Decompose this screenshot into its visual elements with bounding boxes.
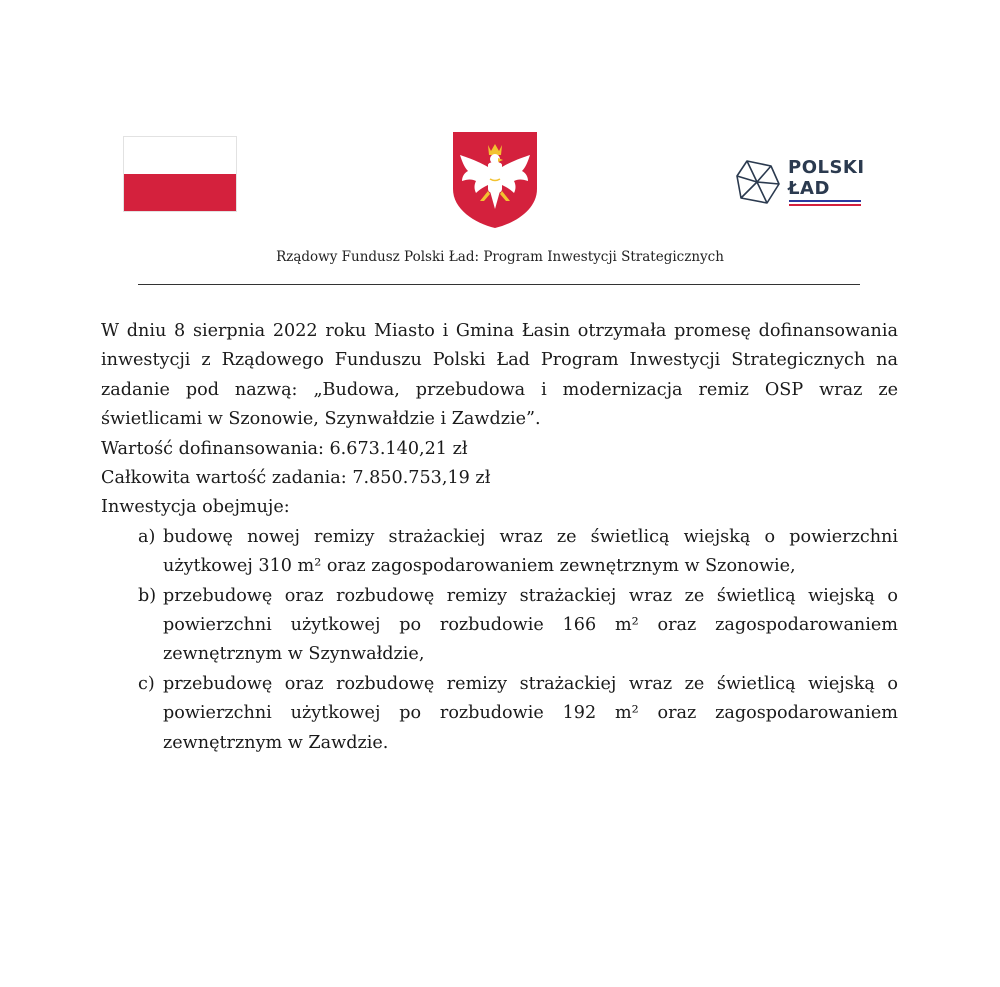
list-item-text: przebudowę oraz rozbudowę remizy strażackiej wraz ze świetlicą wiejską o powierzchni użytkowej po rozbudowie 166 m² oraz zagospodarowaniem zewnętrznym w Szynwałdzie, (163, 585, 898, 665)
coat-of-arms-icon (452, 131, 538, 229)
list-item (101, 670, 898, 758)
flag-red-stripe (124, 174, 236, 211)
list-item-text: budowę nowej remizy strażackiej wraz ze świetlicą wiejską o powierzchni użytkowej 310 m² oraz zagospodarowaniem zewnętrznym w Szonowie, (163, 526, 898, 577)
list-item-marker: a) (138, 526, 156, 547)
logo-blue-stripe (789, 200, 861, 202)
polish-flag-icon (123, 136, 237, 212)
polski-lad-mark-icon (735, 158, 781, 206)
investment-list (101, 523, 898, 758)
total-value: Całkowita wartość zadania: 7.850.753,19 zł (101, 468, 491, 489)
intro-paragraph: W dniu 8 sierpnia 2022 roku Miasto i Gmina Łasin otrzymała promesę dofinansowania inwestycji z Rządowego Funduszu Polski Ład Program Inwestycji Strategicznych na zadanie pod nazwą: „Budowa, przebudowa i modernizacja remiz OSP wraz ze świetlicami w Szonowie, Szynwałdzie i Zawdzie”. (101, 321, 898, 430)
logo-text-line1: POLSKI (788, 157, 865, 178)
fund-caption: Rządowy Fundusz Polski Ład: Program Inwestycji Strategicznych (276, 249, 724, 265)
list-item (101, 523, 898, 582)
logo-text-line2: ŁAD (788, 178, 830, 199)
list-item-marker: b) (138, 585, 157, 606)
list-heading: Inwestycja obejmuje: (101, 497, 290, 518)
flag-white-stripe (124, 137, 236, 174)
list-item-text: przebudowę oraz rozbudowę remizy strażackiej wraz ze świetlicą wiejską o powierzchni użytkowej po rozbudowie 192 m² oraz zagospodarowaniem zewnętrznym w Zawdzie. (163, 673, 898, 753)
logo-red-stripe (789, 204, 861, 206)
list-item-marker: c) (138, 673, 155, 694)
header-divider (138, 284, 860, 285)
funding-amount: Wartość dofinansowania: 6.673.140,21 zł (101, 438, 468, 459)
polski-lad-logo (735, 156, 865, 208)
announcement-body (101, 317, 898, 758)
list-item (101, 582, 898, 670)
